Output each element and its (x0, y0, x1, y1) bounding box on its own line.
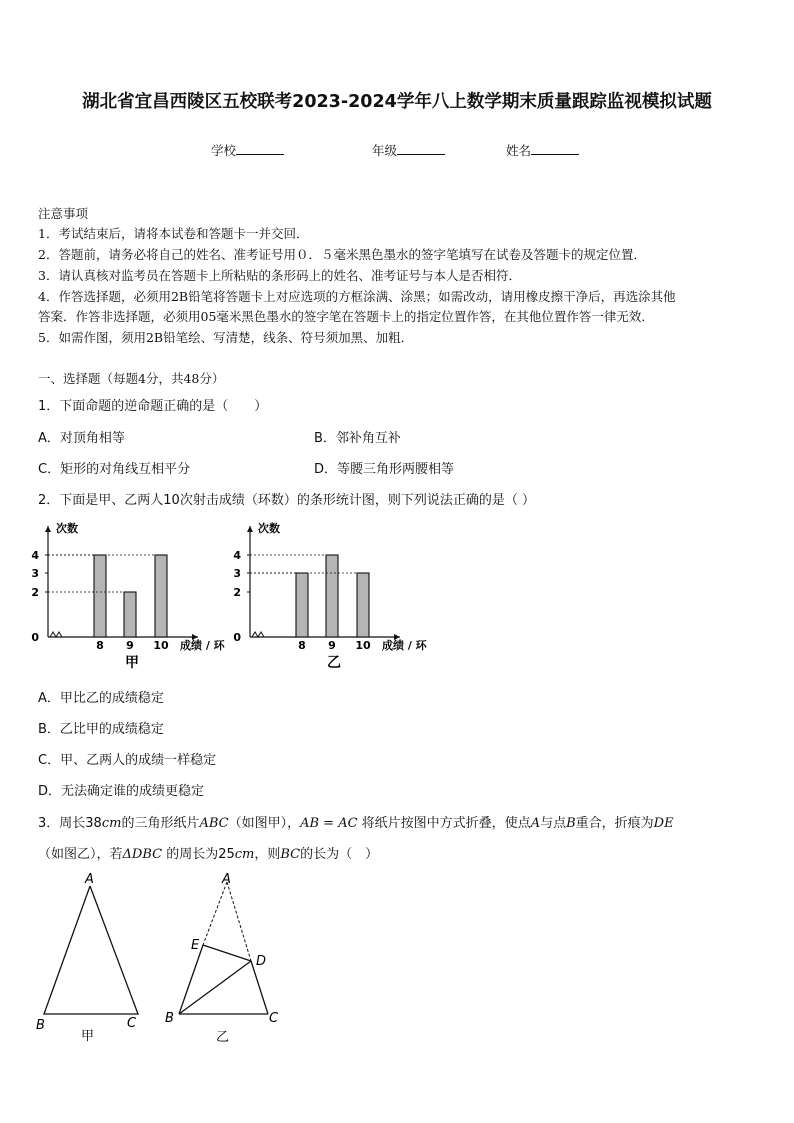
x-tick-label: 10 (153, 639, 169, 652)
x-axis-label: 成绩 / 环 (180, 639, 225, 652)
school-blank[interactable] (236, 141, 284, 155)
y-tick-label: 2 (233, 586, 241, 599)
vertex-label-c: C (269, 1011, 279, 1026)
section-heading: 一、选择题（每题4分，共48分） (38, 371, 225, 386)
y-tick-label: 4 (233, 549, 241, 562)
question-1-stem: 1．下面命题的逆命题正确的是（ ） (38, 399, 268, 414)
y-axis-arrow (45, 526, 51, 532)
note-item: 3．请认真核对监考员在答题卡上所粘贴的条形码上的姓名、准考证号与本人是否相符． (38, 268, 521, 283)
bar-charts (30, 518, 450, 678)
q1-option-d[interactable]: D．等腰三角形两腰相等 (314, 462, 455, 477)
x-axis-label: 成绩 / 环 (382, 639, 427, 652)
page-title: 湖北省宜昌西陵区五校联考2023-2024学年八上数学期末质量跟踪监视模拟试题 (82, 92, 712, 112)
y-tick-label: 0 (31, 631, 39, 644)
school-label: 学校 (211, 143, 237, 158)
x-tick-label: 8 (298, 639, 306, 652)
figure-caption: 乙 (216, 1030, 230, 1045)
x-tick-label: 10 (355, 639, 371, 652)
question-3-line-1: 3．周长38cm的三角形纸片ABC（如图甲），AB = AC 将纸片按图中方式折叠，使点A与点B重合，折痕为DE (38, 816, 674, 831)
vertex-label-a: A (222, 872, 231, 887)
question-2-stem: 2．下面是甲、乙两人10次射击成绩（环数）的条形统计图，则下列说法正确的是（ ） (38, 493, 535, 508)
vertex-label-b: B (165, 1011, 174, 1026)
axis-break-mark (50, 632, 62, 637)
figure-yi (165, 872, 279, 1045)
q2-option-d[interactable]: D．无法确定谁的成绩更稳定 (38, 784, 205, 799)
q1-option-a[interactable]: A．对顶角相等 (38, 431, 125, 446)
note-item: 5．如需作图，须用2B铅笔绘、写清楚，线条、符号须加黑、加粗． (38, 330, 414, 345)
grade-field[interactable] (372, 141, 445, 159)
note-item: 答案．作答非选择题，必须用05毫米黑色墨水的签字笔在答题卡上的指定位置作答，在其他位置作答一律无效． (38, 309, 654, 324)
y-tick-label: 3 (31, 567, 39, 580)
x-tick-label: 9 (126, 639, 134, 652)
q1-option-b[interactable]: B．邻补角互补 (314, 431, 401, 446)
fold-dashed-ae (203, 882, 227, 945)
question-3-line-2: （如图乙），若ΔDBC 的周长为25cm，则BC的长为（ ） (38, 847, 379, 862)
figure-jia (36, 872, 138, 1044)
q2-option-b[interactable]: B．乙比甲的成绩稳定 (38, 722, 164, 737)
q2-option-c[interactable]: C．甲、乙两人的成绩一样稳定 (38, 753, 217, 768)
vertex-label-c: C (127, 1016, 137, 1031)
name-field[interactable] (506, 141, 579, 159)
note-item: 1．考试结束后，请将本试卷和答题卡一并交回． (38, 226, 309, 241)
bar-8 (296, 573, 308, 637)
bar-10 (155, 555, 167, 637)
vertex-label-b: B (36, 1018, 45, 1033)
x-tick-label: 9 (328, 639, 336, 652)
segment-bd (179, 961, 251, 1014)
segment-eb (179, 945, 203, 1014)
bar-9 (124, 592, 136, 637)
y-tick-label: 4 (31, 549, 39, 562)
figure-caption: 甲 (81, 1029, 95, 1044)
note-item: 4．作答选择题，必须用2B铅笔将答题卡上对应选项的方框涂满、涂黑；如需改动，请用橡皮擦干净后，再选涂其他 (38, 289, 676, 304)
fold-line-de (203, 945, 251, 961)
fold-dashed-ad (227, 882, 251, 961)
y-axis-label: 次数 (258, 522, 280, 535)
note-item: 2．答题前，请务必将自己的姓名、准考证号用０．５毫米黑色墨水的签字笔填写在试卷及答题卡的规定位置． (38, 247, 646, 262)
triangle-figures (30, 868, 300, 1048)
axis-break-mark (252, 632, 264, 637)
bar-9 (326, 555, 338, 637)
y-tick-label: 0 (233, 631, 241, 644)
vertex-label-d: D (256, 954, 267, 969)
grade-label: 年级 (372, 143, 398, 158)
q1-option-c[interactable]: C．矩形的对角线互相平分 (38, 462, 191, 477)
vertex-label-e: E (191, 938, 200, 953)
y-tick-label: 2 (31, 586, 39, 599)
chart-title: 甲 (125, 655, 139, 671)
name-blank[interactable] (531, 141, 579, 155)
name-label: 姓名 (506, 143, 532, 158)
q2-option-a[interactable]: A．甲比乙的成绩稳定 (38, 691, 164, 706)
bar-8 (94, 555, 106, 637)
bar-10 (357, 573, 369, 637)
vertex-label-a: A (85, 872, 94, 887)
y-axis-arrow (247, 526, 253, 532)
triangle-abc (44, 886, 138, 1014)
notes-heading: 注意事项 (38, 206, 89, 221)
y-tick-label: 3 (233, 567, 241, 580)
school-field[interactable] (211, 141, 284, 159)
grade-blank[interactable] (397, 141, 445, 155)
y-axis-label: 次数 (56, 522, 78, 535)
x-tick-label: 8 (96, 639, 104, 652)
chart-title: 乙 (327, 655, 341, 671)
